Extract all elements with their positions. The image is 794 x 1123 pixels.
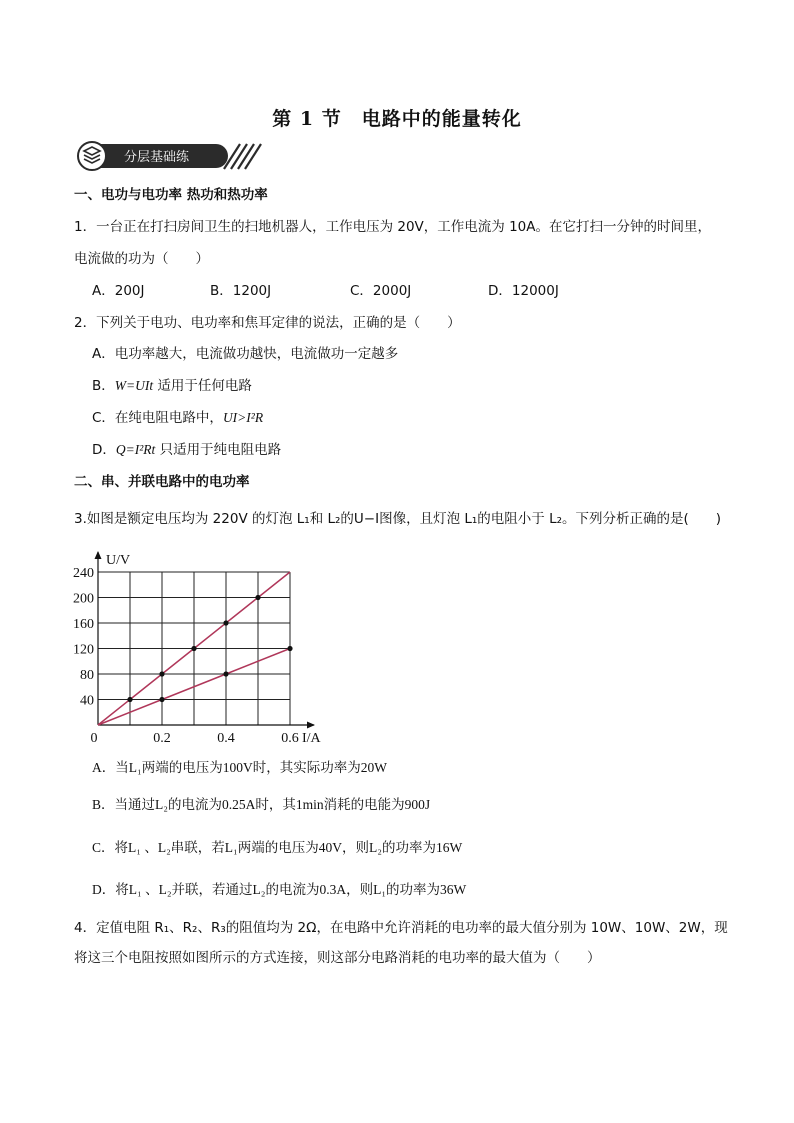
section-heading-2: 二、串、并联电路中的电功率 xyxy=(74,474,250,490)
section-heading-1: 一、电功与电功率 热功和热功率 xyxy=(74,187,268,203)
x-axis-label: I/A xyxy=(302,731,321,746)
x-tick-label: 0.6 xyxy=(281,731,299,746)
data-point xyxy=(159,671,164,676)
data-point xyxy=(223,620,228,625)
q3-option-a: A．当L₁两端的电压为100V时，其实际功率为20W xyxy=(92,760,387,775)
q2-option-d: D．Q=I²Rt 只适用于纯电阻电路 xyxy=(92,442,282,458)
data-point xyxy=(127,697,132,702)
q1-option-a: A．200J xyxy=(92,283,145,299)
y-tick-label: 40 xyxy=(80,693,94,709)
q1-option-b: B．1200J xyxy=(210,283,272,299)
q2-option-c: C．在纯电阻电路中，UI>I²R xyxy=(92,410,264,426)
banner-label: 分层基础练 xyxy=(124,150,190,165)
y-tick-label: 80 xyxy=(80,668,94,683)
q1-stem-line2: 电流做的功为（ ） xyxy=(74,251,209,267)
q3-option-c: C．将L₁ 、L₂串联，若L₁两端的电压为40V，则L₂的功率为16W xyxy=(92,840,463,855)
data-point xyxy=(223,671,228,676)
data-point xyxy=(287,646,292,651)
q2-formula-c: UI>I²R xyxy=(222,410,264,425)
q2-stem: 2．下列关于电功、电功率和焦耳定律的说法，正确的是（ ） xyxy=(74,315,461,331)
q3-option-d: D．将L₁ 、L₂并联，若通过L₂的电流为0.3A，则L₁的功率为36W xyxy=(92,882,467,897)
q1-stem-line1: 1．一台正在打扫房间卫生的扫地机器人，工作电压为 20V，工作电流为 10A。在它打扫一分钟的时间里， xyxy=(74,219,711,235)
q1-option-d: D．12000J xyxy=(488,283,559,299)
x-axis-arrow xyxy=(307,722,315,729)
y-axis-arrow xyxy=(95,551,102,559)
x-tick-label: 0.4 xyxy=(217,731,235,746)
y-tick-label: 120 xyxy=(73,642,94,658)
q1-option-c: C．2000J xyxy=(350,283,412,299)
y-axis-label: U/V xyxy=(106,553,131,568)
q4-stem-line1: 4．定值电阻 R₁、R₂、R₃的阻值均为 2Ω，在电路中允许消耗的电功率的最大值分别为 10W、10W、2W，现 xyxy=(74,920,728,936)
q4-stem-line2: 将这三个电阻按照如图所示的方式连接，则这部分电路消耗的电功率的最大值为（ ） xyxy=(74,950,601,966)
page-title: 第 1 节 电路中的能量转化 xyxy=(272,108,522,130)
u-i-graph xyxy=(64,548,324,748)
book-icon xyxy=(78,142,106,170)
x-tick-label: 0.2 xyxy=(153,731,171,746)
q2-formula-d: Q=I²Rt xyxy=(115,442,156,457)
data-point xyxy=(191,646,196,651)
x-tick-label: 0 xyxy=(90,731,98,746)
data-point xyxy=(255,595,260,600)
section-banner xyxy=(74,141,264,171)
y-tick-label: 240 xyxy=(73,566,94,581)
q2-formula-b: W=UIt xyxy=(114,378,154,393)
q3-stem: 3.如图是额定电压均为 220V 的灯泡 L₁和 L₂的U−I图像，且灯泡 L₁的电阻小于 L₂。下列分析正确的是( ) xyxy=(74,511,722,527)
data-point xyxy=(159,697,164,702)
q3-option-b: B．当通过L₂的电流为0.25A时，其1min消耗的电能为900J xyxy=(92,797,431,812)
q2-option-a: A．电功率越大，电流做功越快，电流做功一定越多 xyxy=(92,346,399,362)
q2-option-b: B．W=UIt 适用于任何电路 xyxy=(92,378,252,394)
y-tick-label: 200 xyxy=(73,591,94,607)
y-tick-label: 160 xyxy=(73,617,94,632)
